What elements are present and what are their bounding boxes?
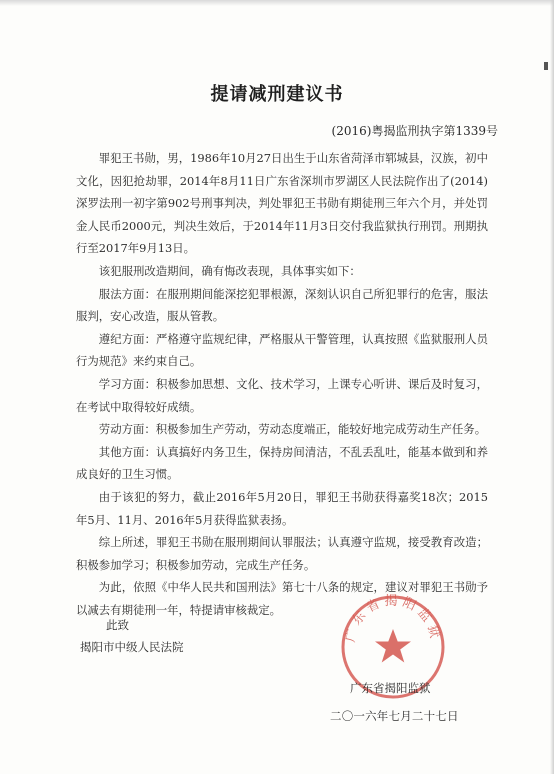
paragraph-rewards: 由于该犯的努力，截止2016年5月20日，罪犯王书勋获得嘉奖18次；2015年5月、11月、2016年5月获得监狱表扬。	[76, 489, 488, 527]
star-icon	[375, 629, 411, 663]
paragraph-discipline: 遵纪方面：严格遵守监规纪律，严格服从干警管理，认真按照《监狱服刑人员行为规范》来约束自己。	[76, 331, 488, 369]
issuer: 广东省揭阳监狱	[350, 681, 431, 695]
scan-edge-top	[0, 0, 554, 6]
issue-date: 二〇一六年七月二十七日	[330, 709, 459, 723]
paragraph-law-compliance: 服法方面：在服刑期间能深挖犯罪根源，深刻认识自己所犯罪行的危害，服法服判，安心改造，服从管教。	[76, 286, 488, 324]
recipient: 揭阳市中级人民法院	[80, 640, 184, 654]
seal-text: 广东省揭阳监狱	[343, 593, 443, 644]
scan-edge-right	[550, 0, 554, 774]
document-title: 提请减刑建议书	[210, 84, 344, 105]
paragraph-repentance-intro: 该犯服刑改造期间，确有悔改表现，具体事实如下：	[98, 263, 361, 278]
paragraph-summary: 综上所述，罪犯王书勋在服刑期间认罪服法；认真遵守监规，接受教育改造；积极参加学习；积极参加劳动，完成生产任务。	[76, 535, 488, 572]
salutation: 此致	[106, 618, 129, 632]
document-number: (2016)粤揭监刑执字第1339号	[331, 124, 498, 138]
paragraph-study: 学习方面：积极参加思想、文化、技术学习，上课专心听讲、课后及时复习，在考试中取得较好成绩。	[76, 376, 488, 414]
scan-mark	[544, 62, 548, 70]
paragraph-labor: 劳动方面：积极参加生产劳动，劳动态度端正，能较好地完成劳动生产任务。	[98, 422, 487, 437]
paragraph-other: 其他方面：认真搞好内务卫生，保持房间清洁，不乱丢乱吐，能基本做到和养成良好的卫生习惯。	[76, 444, 488, 482]
paragraph-case-background: 罪犯王书勋，男，1986年10月27日出生于山东省菏泽市郓城县，汉族，初中文化，因犯抢劫罪，2014年8月11日广东省深圳市罗湖区人民法院作出了(2014)深罗法刑一初字第902号刑事判决，判处罪犯王书勋有期徒刑三年六个月，并处罚金人民币2000元，判决生效后，于2014年11月3日交付我监狱执行刑罚。刑期执行至2017年9月13日。	[76, 151, 488, 256]
paragraph-recommendation: 为此，依照《中华人民共和国刑法》第七十八条的规定，建议对罪犯王书勋予以减去有期徒刑一年，特提请审核裁定。	[76, 580, 488, 617]
document-body	[76, 147, 488, 621]
